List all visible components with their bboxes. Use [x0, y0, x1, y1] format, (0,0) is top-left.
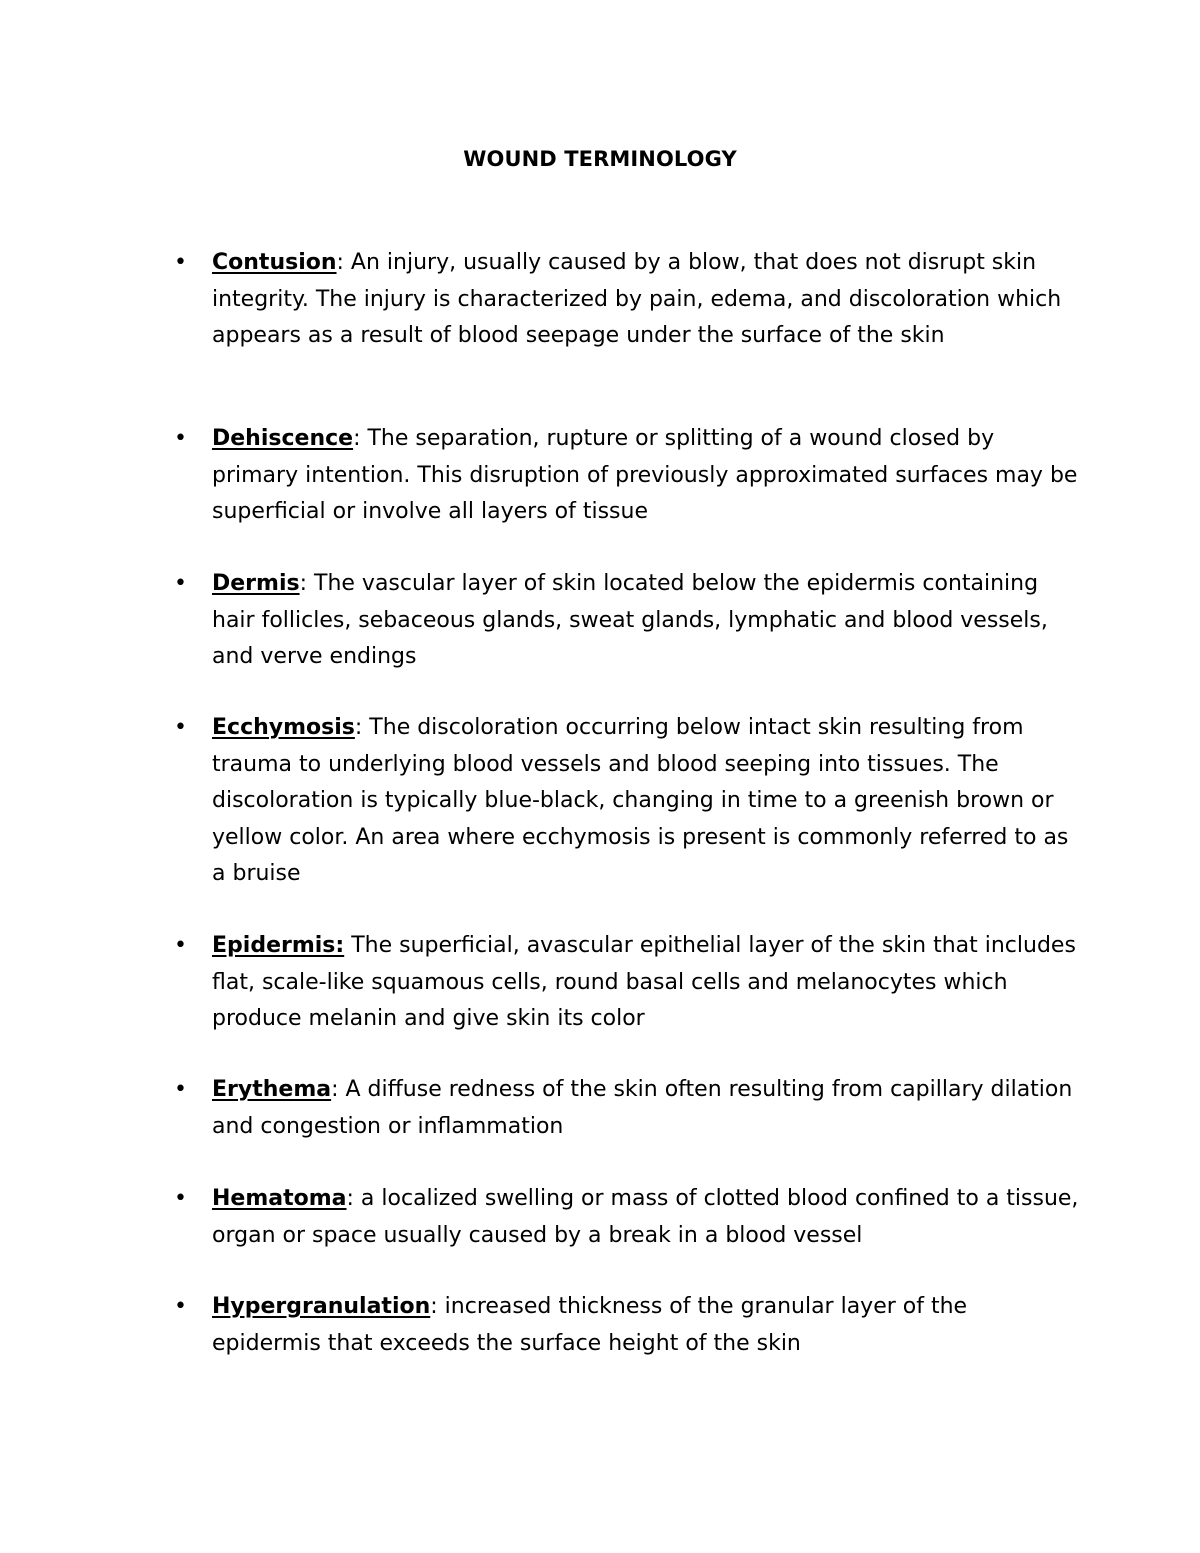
- term-colon: :: [354, 715, 363, 740]
- term-item-dehiscence: [174, 421, 1082, 531]
- bullet-icon: •: [174, 715, 187, 740]
- document-title: WOUND TERMINOLOGY: [463, 147, 737, 171]
- bullet-icon: •: [174, 571, 187, 596]
- term-item-contusion: [174, 245, 1082, 355]
- term-colon: :: [346, 1186, 354, 1211]
- bullet-icon: •: [174, 1294, 187, 1319]
- term-colon: :: [331, 1077, 339, 1102]
- term-definition: The discoloration occurring below intact skin resulting from trauma to underlying blood vessels and blood seeping into tissues. The discoloration is typically blue-black, changing in time to a greenish brown or yellow color. An area where ecchymosis is present is commonly referred to as a bruise: [212, 715, 1069, 886]
- bullet-icon: •: [174, 933, 187, 958]
- term-definition: An injury, usually caused by a blow, that does not disrupt skin integrity. The injury is characterized by pain, edema, and discoloration which appears as a result of blood seepage under the surface of the skin: [212, 250, 1062, 348]
- bullet-icon: •: [174, 1186, 187, 1211]
- term-name: Hematoma: [212, 1186, 347, 1211]
- term-colon: :: [299, 571, 308, 596]
- term-definition: a localized swelling or mass of clotted blood confined to a tissue, organ or space usually caused by a break in a blood vessel: [212, 1186, 1079, 1248]
- term-colon: :: [336, 250, 344, 275]
- term-item-hematoma: [174, 1181, 1082, 1254]
- term-name: Erythema: [212, 1077, 332, 1102]
- term-name: Hypergranulation: [212, 1294, 431, 1319]
- term-item-dermis: [174, 566, 1082, 676]
- term-name: Dehiscence: [212, 426, 354, 451]
- term-colon: :: [353, 426, 361, 451]
- term-name: Dermis: [212, 571, 300, 596]
- term-name: Epidermis:: [212, 933, 345, 958]
- term-colon: :: [430, 1294, 438, 1319]
- bullet-icon: •: [174, 250, 187, 275]
- term-item-ecchymosis: [174, 710, 1082, 893]
- term-definition: The separation, rupture or splitting of a wound closed by primary intention. This disruption of previously approximated surfaces may be superficial or involve all layers of tissue: [212, 426, 1078, 524]
- term-definition: increased thickness of the granular layer of the epidermis that exceeds the surface height of the skin: [212, 1294, 968, 1356]
- term-definition: A diffuse redness of the skin often resulting from capillary dilation and congestion or inflammation: [212, 1077, 1073, 1139]
- term-item-epidermis: [174, 928, 1082, 1038]
- bullet-icon: •: [174, 1077, 187, 1102]
- term-item-erythema: [174, 1072, 1082, 1145]
- term-name: Ecchymosis: [212, 715, 355, 740]
- term-name: Contusion: [212, 250, 337, 275]
- term-definition: The vascular layer of skin located below the epidermis containing hair follicles, sebaceous glands, sweat glands, lymphatic and blood vessels, and verve endings: [212, 571, 1048, 669]
- bullet-icon: •: [174, 426, 187, 451]
- term-item-hypergranulation: [174, 1289, 1082, 1362]
- term-definition: The superficial, avascular epithelial layer of the skin that includes flat, scale-like squamous cells, round basal cells and melanocytes which produce melanin and give skin its color: [212, 933, 1076, 1031]
